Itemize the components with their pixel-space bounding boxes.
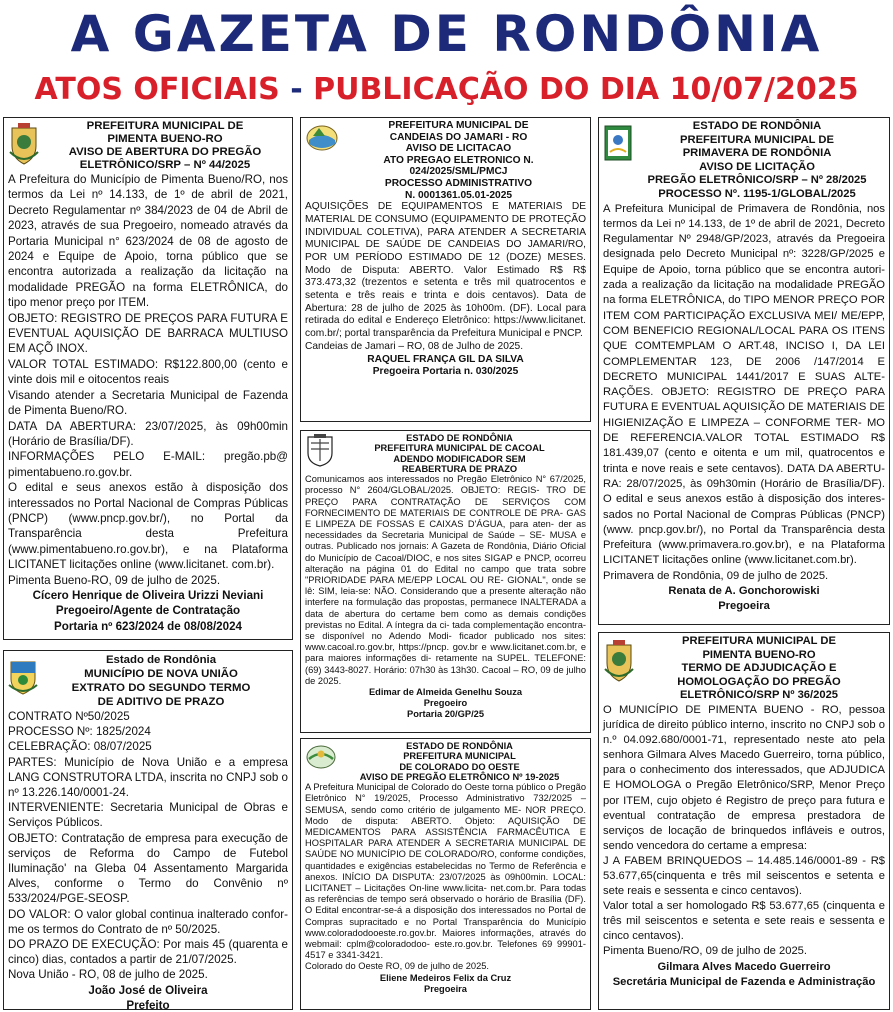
head-line: ESTADO DE RONDÔNIA: [406, 741, 513, 751]
head-line: ADENDO MODIFICADOR SEM: [393, 453, 526, 464]
subtitle-publication-date: PUBLICAÇÃO DO DIA 10/07/2025: [313, 72, 859, 107]
paragraph: OBJETO: REGISTRO DE PREÇOS PARA FUTURA E EVENTUAL AQUISIÇÃO DE BARRACA MULTIUSO EM AÇÕ INOX.: [8, 311, 288, 356]
head-line: 024/2025/SML/PMCJ: [409, 166, 508, 178]
paragraph: DO VALOR: O valor global continua inalterado confor- me os termos do Contrato de nº 50/2025.: [8, 907, 288, 936]
pimenta-bueno-crest-icon: [8, 122, 40, 166]
signer-name: Cícero Henrique de Oliveira Urizzi Neviani: [32, 588, 264, 602]
head-line: PRIMAVERA DE RONDÔNIA: [682, 147, 832, 160]
head-line: AVISO DE ABERTURA DO PREGÃO: [68, 146, 262, 158]
paragraph: INFORMAÇÕES PELO E-MAIL: pregão.pb@ pimentabueno.ro.gov.br.: [8, 450, 288, 479]
notice-header: [8, 653, 288, 709]
paragraph: Comunicamos aos interessados no Pregão Eletrônico N° 67/2025, processo N° 2604/GLOBAL/2025. OBJETO: REGIS- TRO DE PREÇO PARA CONTRATAÇÃO DE SERVIÇOS COM FORNECIMENTO DE MATERIAIS DE CONTROLE DE PRA- GAS E LIMPEZA DE FOSSAS E CAIXAS D'ÁGUA, para aten- der as necessidades da Secretaria Municipal de Saúde – SE- MUSA e outras. Publicado nos jornais: A Gazeta de Rondônia, Diário Oficial do Município de Cacoal/DIOC, e nos sites SIGAP e PNCP, ocorreu alteração na página 01 do Edital no campo que trata sobre "PRIORIDADE PARA ME/EPP LOCAL OU RE- GIONAL", onde se lê: SIM, leia-se: NÃO. Considerando que a presente alteração não interfere na formulação das propostas, permanece INALTERADA a data de abertura do certame bem como as demais condições previstas no Edital. A íntegra da ci- tada complementação encontra-se disponível no Adendo Modi- ficador publicado nos sites: www.cacoal.ro.gov.br, https://pncp. gov.br e www.licitanet.com.br, e para maiores informações di- retamente na SUPEL. TELEFONE: (69) 3443-8027. Horário: 07h30 às 13h30. Cacoal – RO, 09 de julho de 2025.: [305, 474, 586, 686]
notice-header: [603, 635, 885, 703]
notice-body: [305, 782, 586, 972]
paragraph: CELEBRAÇÃO: 08/07/2025: [8, 740, 152, 754]
paragraph: PROCESSO Nº: 1825/2024: [8, 725, 151, 739]
notice-body: [8, 709, 288, 983]
section-subtitle: [0, 66, 893, 114]
paragraph: O edital e seus anexos estão à disposição dos interessados no Portal Nacional de Compras Públicas (PNCP) (www.pncp.gov.br/), no Portal da Transparência desta Prefeitura (www.pimentabueno.ro.gov.br), e na Plataforma LICITANET licitações online (www.licitanet. com.br).: [8, 481, 288, 572]
notice-body: [305, 201, 586, 353]
paragraph: Candeias de Jamari – RO, 08 de Julho de 2025.: [305, 340, 524, 352]
colorado-do-oeste-crest-icon: [305, 743, 337, 771]
head-line: AVISO DE PREGÃO ELETRÔNICO Nº 19-2025: [359, 771, 560, 782]
signer-name: Renata de A. Gonchorowiski: [668, 584, 820, 597]
notice-header: [8, 120, 288, 172]
signer-role: Prefeito: [126, 998, 170, 1010]
signature-block: [8, 983, 288, 1010]
signer-name: RAQUEL FRANÇA GIL DA SILVA: [367, 353, 524, 365]
signature-block: [603, 960, 885, 990]
head-line: PROCESSO ADMINISTRATIVO: [384, 177, 533, 189]
primavera-de-rondonia-flag-icon: [603, 122, 633, 164]
head-line: PROCESSO Nº. 1195-1/GLOBAL/2025: [658, 187, 856, 200]
head-line: AVISO DE LICITAÇÃO: [699, 160, 815, 173]
signer-role: Pregoeira: [718, 600, 770, 613]
signature-block: [603, 584, 885, 615]
notice-header: [305, 741, 586, 782]
head-line: ESTADO DE RONDÔNIA: [692, 120, 822, 132]
paragraph: Primavera de Rondônia, 09 de julho de 2025.: [603, 569, 829, 582]
notice-header: [305, 433, 586, 474]
subtitle-separator: -: [279, 72, 314, 107]
paragraph: A Prefeitura do Município de Pimenta Bueno/RO, nos termos da Lei nº 14.133, de 1º de abril de 2021, Decreto Regulamentar nº 384/2023 de 04 de Abril de 2023, através de sua Pregoeiro, nomeado através da Portaria Municipal n° 623/2024 de 08 de agosto de 2024 e Equipe de Apoio, torna público que se encontra autorizada a realização da licitação na modalidade PREGÃO na forma ELETRÔNICA, do tipo menor preço por ITEM.: [8, 173, 288, 310]
candeias-do-jamari-crest-icon: [305, 122, 339, 152]
head-line: ELETRÔNICO/SRP Nº 36/2025: [679, 689, 839, 702]
head-line: MUNICÍPIO DE NOVA UNIÃO: [84, 668, 238, 680]
head-line: N. 0001361.05.01-2025: [404, 189, 513, 201]
signer-role: Portaria nº 623/2024 de 08/08/2024: [54, 619, 242, 633]
head-line: HOMOLOGAÇÃO DO PREGÃO: [677, 675, 841, 688]
paragraph: Visando atender a Secretaria Municipal de Fazenda de Pimenta Bueno/RO.: [8, 388, 288, 418]
head-line: PIMENTA BUENO-RO: [702, 648, 816, 661]
paragraph: PARTES: Município de Nova União e a empresa LANG CONSTRUTORA LTDA, inscrita no CNPJ sob o nº 13.226.140/0001-24.: [8, 755, 288, 800]
notice-pimenta-bueno-pregao-44: [3, 117, 293, 640]
paragraph: VALOR TOTAL ESTIMADO: R$122.800,00 (cento e vinte dois mil e oitocentos reais: [8, 357, 288, 387]
head-line: PIMENTA BUENO-RO: [107, 133, 223, 145]
signer-role: Pregoeira: [424, 983, 467, 994]
head-line: REABERTURA DE PRAZO: [401, 463, 518, 474]
notice-primavera-de-rondonia-pregao-28: [598, 117, 890, 625]
signer-role: Pregoeira Portaria n. 030/2025: [372, 366, 519, 378]
head-line: ATO PREGAO ELETRONICO N.: [383, 154, 534, 166]
signature-block: [305, 687, 586, 721]
head-line: PREFEITURA MUNICIPAL: [403, 751, 516, 762]
head-line: CANDEIAS DO JAMARI - RO: [389, 131, 528, 143]
signature-block: [8, 588, 288, 634]
notice-body: [603, 202, 885, 584]
signer-role: Portaria 20/GP/25: [407, 709, 484, 720]
subtitle-atos: ATOS OFICIAIS: [34, 72, 280, 107]
paragraph: Colorado do Oeste RO, 09 de julho de 2025.: [305, 961, 489, 972]
notice-body: [305, 474, 586, 687]
notice-nova-uniao-aditivo: [3, 650, 293, 1010]
paragraph: Pimenta Bueno-RO, 09 de julho de 2025.: [8, 573, 221, 587]
paragraph: A Prefeitura Municipal de Primavera de Rondônia, nos termos da Lei nº 14.133, de 1º de abril de 2021, Decreto Regulamentar Nº 2948/GP/2023, através da Pregoeira designada pelo Decreto Municipal nº: 3228/GP/2025 e Equipe de Apoio, torna público que se encontra autori- zada a realização da licitação na modalidade PREGÃO na forma ELETRÔNICA, do TIPO MENOR PREÇO POR ITEM COM PARTICIPAÇÃO EXCLUSIVA MEI/ ME/EPP, COM BENEFICIO REGIONAL/LOCAL PARA OS ITENS QUE COMTEMPLAM O ART.48, INCISO I, DA LEI COMPLEMENTAR 123, DE 2006 /147/2014 E DECRETO MUNICIPAL 1441/2017 E SUAS ALTE- RAÇÕES. OBJETO: REGISTRO DE PREÇO PARA FUTURA E EVENTUAL AQUISIÇÃO DE MATERIAIS DE HIGIENIZAÇÃO E LIMPEZA – CONFORME TER- MO DE REFERENCIA.VALOR TOTAL ESTIMADO R$ 181.439,07 (cento e oitenta e um mil, quatrocentos e trinta e nove reais e sete centavos). DATA DA ABERTU- RA: 28/07/2025, às 09h30min (Horário de Brasília/DF). O edital e seus anexos estão à disposição dos interes- sados no Portal Nacional de Compras Públicas (PNCP) (www. pncp.gov.br/), no Portal da Transparência desta Prefeitura (www.primavera.ro.gov.br), e na Plataforma LICITANET licitações online (www.licitanet.com.br).: [603, 202, 885, 567]
head-line: TERMO DE ADJUDICAÇÃO E: [681, 662, 837, 675]
notice-header: [305, 120, 586, 201]
paragraph: AQUISIÇÕES DE EQUIPAMENTOS E MATERIAIS DE MATERIAL DE CONSUMO (EQUIPAMENTO DE PROTEÇÃO INDIVIDUAL COLETIVA), PARA ATENDER A SECRETARIA MUNICIPAL DE SAÚDE DE CANDEIAS DO JAMARI/RO, POR UM PERÍODO ESTIMADO DE 12 (DOZE) MESES. Modo de Disputa: ABERTO. Valor Estimado R$ R$ 373.473,32 (trezentos e setenta e três mil quatrocentos e setenta e três reais e trinta e dois centavos). Data de Abertura: 28 de julho de 2025 às 10h00m. (DF). Local para retirada do edital e Endereço Eletrônico: https://www.licitanet. com.br/; portal transparência da Prefeitura Municipal e PNCP.: [305, 201, 586, 340]
paragraph: J A FABEM BRINQUEDOS – 14.485.146/0001-89 - R$ 53.677,65(cinquenta e três mil seiscentos e setenta e sete reais e sessenta e cinco centavos).: [603, 854, 885, 898]
pimenta-bueno-crest-icon: [603, 639, 635, 683]
notice-cacoal-adendo: [300, 430, 591, 733]
head-line: AVISO DE LICITACAO: [405, 143, 512, 155]
nova-uniao-crest-icon: [8, 657, 38, 695]
signer-role: Pregoeiro/Agente de Contratação: [55, 604, 241, 618]
paragraph: Nova União - RO, 08 de julho de 2025.: [8, 968, 208, 982]
notice-colorado-do-oeste-pregao-19: [300, 738, 591, 1010]
newspaper-title: A GAZETA DE RONDÔNIA: [70, 5, 823, 63]
head-line: PREGÃO ELETRÔNICO/SRP – Nº 28/2025: [647, 174, 867, 187]
notice-body: [603, 703, 885, 960]
head-line: PREFEITURA MUNICIPAL DE: [388, 120, 529, 131]
paragraph: Valor total a ser homologado R$ 53.677,65 (cinquenta e três mil seiscentos e setenta e sete reais e sessenta e cinco centavos).: [603, 900, 885, 943]
paragraph: A Prefeitura Municipal de Colorado do Oeste torna público o Pregão Eletrônico N° 19/2025, Processo Administrativo 732/2025 – SEMUSA, sendo como critério de julgamento ME- NOR PREÇO. Modo de disputa: ABERTO. Objeto: AQUISIÇÃO DE MEDICAMENTOS PARA ASSISTÊNCIA FARMACÊUTICA E HOSPITALAR PARA ATENDER A SECRETARIA MUNICIPAL DE SAÚDE NO MUNICÍPIO DE COLORADO/RO, conforme condições, quantidades e exigências estabelecidas no Termo de Referência e anexos. INÍCIO DA DISPUTA: 23/07/2025 às 09h00min. LOCAL: LICITANET – Licitações On-line www.licita- net.com.br. Para todas as referências de tempo será observado o horário de Brasília (DF). O Edital encontrar-se-á a disposição dos interessados no Portal de Compras supracitado e no Portal Transparência do Município www.coloradodooeste.ro.gov.br. Maiores informações, através do webmail: cplm@coloradodoo- este.ro.gov.br. Telefones 69 99901-4517 e 3341-3421.: [305, 782, 586, 961]
paragraph: Pimenta Bueno/RO, 09 de julho de 2025.: [603, 945, 808, 958]
signer-name: João José de Oliveira: [88, 983, 208, 997]
signature-block: [305, 354, 586, 379]
cacoal-crest-icon: [305, 433, 335, 467]
head-line: ELETRÔNICO/SRP – Nº 44/2025: [79, 159, 251, 171]
signer-role: Pregoeiro: [423, 698, 468, 709]
signer-name: Edimar de Almeida Genelhu Souza: [368, 687, 523, 698]
paragraph: OBJETO: Contratação de empresa para execução de serviços de Reforma do Campo de Futebol Iluminação' na Gleba 04 Assentamento Margarida Alves, conforme o Termo do Convênio nº 533/2024/PGE-SEOSP.: [8, 831, 288, 906]
paragraph: DO PRAZO DE EXECUÇÃO: Por mais 45 (quarenta e cinco) dias, contados a partir de 21/07/2025.: [8, 938, 288, 967]
head-line: ESTADO DE RONDÔNIA: [406, 433, 513, 443]
head-line: PREFEITURA MUNICIPAL DE CACOAL: [374, 443, 545, 454]
signer-role: Secretária Municipal de Fazenda e Administração: [612, 975, 876, 988]
notice-pimenta-bueno-homologacao-36: [598, 632, 890, 1010]
signer-name: Eliene Medeiros Felix da Cruz: [379, 972, 512, 983]
signature-block: [305, 973, 586, 995]
notice-candeias-do-jamari-licitacao: [300, 117, 591, 422]
notice-header: [603, 120, 885, 202]
head-line: DE ADITIVO DE PRAZO: [97, 696, 225, 708]
paragraph: DATA DA ABERTURA: 23/07/2025, às 09h00min (Horário de Brasília/DF).: [8, 419, 288, 448]
paragraph: O MUNICÍPIO DE PIMENTA BUENO - RO, pessoa jurídica de direito público interno, inscrito no CNPJ sob o n.º 04.092.680/0001-71, representado neste ato pela senhora Gilmara Alves Macedo Guerreiro, torna público, para o conhecimento dos interessados, que ADJUDICA E HOMOLOGA o Pregão Eletrônico/SRP, Menor Preço por ITEM, cujo objeto é Registro de preço para futura e eventual contratação de empresa prestadora de serviços de locação de brinquedos infláveis e outros, sendo vencedora do certame a empresa:: [603, 703, 885, 852]
head-line: PREFEITURA MUNICIPAL DE: [682, 635, 836, 647]
head-line: EXTRATO DO SEGUNDO TERMO: [71, 682, 251, 694]
signer-name: Gilmara Alves Macedo Guerreiro: [657, 960, 831, 973]
head-line: PREFEITURA MUNICIPAL DE: [86, 120, 244, 132]
head-line: PREFEITURA MUNICIPAL DE: [680, 133, 834, 146]
head-line: Estado de Rondônia: [105, 654, 217, 666]
head-line: DE COLORADO DO OESTE: [399, 761, 520, 772]
paragraph: INTERVENIENTE: Secretaria Municipal de Obras e Serviços Públicos.: [8, 801, 288, 830]
notice-body: [8, 172, 288, 588]
paragraph: CONTRATO Nº50/2025: [8, 710, 130, 723]
